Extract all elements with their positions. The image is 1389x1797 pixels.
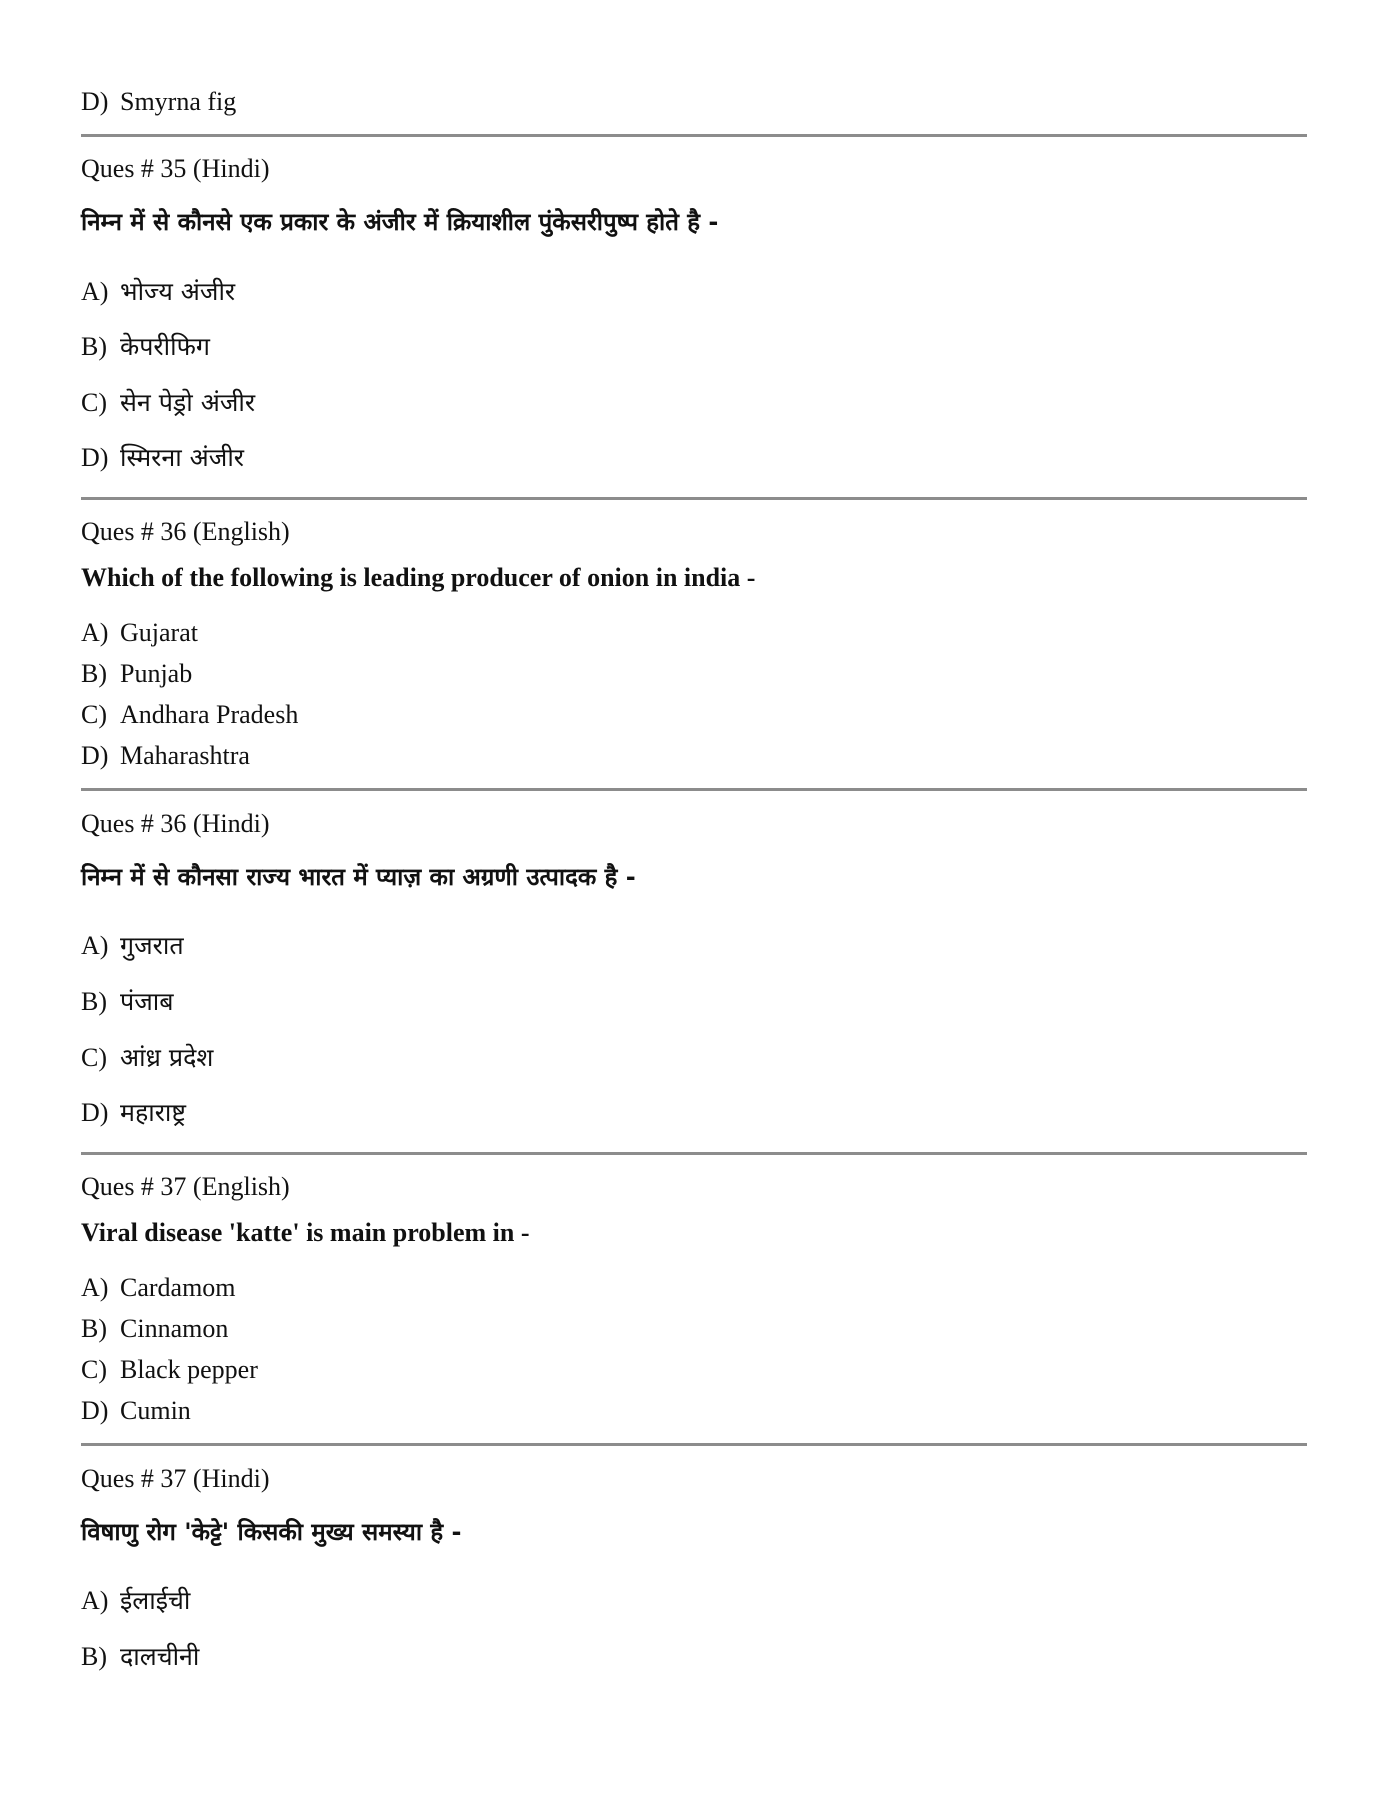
option-row (81, 1395, 191, 1427)
option-text: सेन पेड्रो अंजीर (120, 388, 256, 417)
option-letter: D) (81, 443, 109, 472)
option-row (81, 1313, 228, 1345)
option-row (81, 440, 244, 476)
option-letter: A) (81, 931, 109, 960)
option-letter: B) (81, 987, 107, 1016)
option-row (81, 928, 184, 964)
question-text: निम्न में से कौनसा राज्य भारत में प्याज़ का अग्रणी उत्पादक है - (81, 863, 636, 891)
option-letter: D) (81, 741, 109, 770)
option-letter: B) (81, 1642, 107, 1671)
option-letter: D) (81, 1098, 109, 1127)
question-text: निम्न में से कौनसे एक प्रकार के अंजीर में क्रियाशील पुंकेसरीपुष्प होते है - (81, 208, 719, 236)
option-text: Cardamom (120, 1273, 236, 1302)
option-row (81, 86, 236, 118)
question-label: Ques # 37 (Hindi) (81, 1464, 270, 1493)
option-text: स्मिरना अंजीर (120, 443, 245, 472)
option-text: दालचीनी (120, 1642, 200, 1671)
option-text: Cumin (120, 1396, 191, 1425)
question-label: Ques # 37 (English) (81, 1172, 290, 1201)
option-text: Punjab (120, 659, 193, 688)
option-letter: A) (81, 1586, 109, 1615)
option-text: पंजाब (120, 987, 174, 1016)
question-label: Ques # 36 (English) (81, 517, 290, 546)
option-text: महाराष्ट्र (120, 1098, 187, 1127)
divider (81, 497, 1307, 500)
question-text: विषाणु रोग 'केट्टे' किसकी मुख्य समस्या है - (81, 1518, 462, 1546)
option-letter: B) (81, 1314, 107, 1343)
divider (81, 1443, 1307, 1446)
option-text: Black pepper (120, 1355, 258, 1384)
option-letter: C) (81, 1043, 107, 1072)
question-paper-page (81, 0, 1307, 1797)
option-letter: A) (81, 277, 109, 306)
question-text: Viral disease 'katte' is main problem in - (81, 1218, 530, 1247)
option-row (81, 1040, 213, 1076)
option-row (81, 699, 298, 731)
question-label: Ques # 36 (Hindi) (81, 809, 270, 838)
option-text: आंध्र प्रदेश (120, 1043, 214, 1072)
option-letter: C) (81, 700, 107, 729)
option-row (81, 1639, 199, 1675)
option-text: Smyrna fig (120, 87, 237, 116)
divider (81, 1152, 1307, 1155)
option-text: Cinnamon (120, 1314, 229, 1343)
option-text: Maharashtra (120, 741, 250, 770)
option-row (81, 984, 174, 1020)
option-row (81, 1583, 190, 1619)
option-letter: D) (81, 87, 109, 116)
option-row (81, 385, 255, 421)
option-row (81, 617, 198, 649)
option-text: केपरीफिग (120, 332, 210, 361)
option-text: Gujarat (120, 618, 198, 647)
question-label: Ques # 35 (Hindi) (81, 154, 270, 183)
option-letter: B) (81, 659, 107, 688)
option-letter: A) (81, 1273, 109, 1302)
option-row (81, 740, 250, 772)
option-letter: C) (81, 388, 107, 417)
option-text: Andhara Pradesh (120, 700, 299, 729)
option-letter: D) (81, 1396, 109, 1425)
option-row (81, 658, 192, 690)
option-row (81, 1354, 258, 1386)
option-letter: A) (81, 618, 109, 647)
option-letter: B) (81, 332, 107, 361)
divider (81, 134, 1307, 137)
option-row (81, 1095, 186, 1131)
question-text: Which of the following is leading producer of onion in india - (81, 563, 756, 592)
option-text: भोज्य अंजीर (120, 277, 236, 306)
option-row (81, 329, 210, 365)
option-text: ईलाईची (120, 1586, 191, 1615)
option-row (81, 274, 235, 310)
option-row (81, 1272, 236, 1304)
divider (81, 788, 1307, 791)
option-letter: C) (81, 1355, 107, 1384)
option-text: गुजरात (120, 931, 184, 960)
